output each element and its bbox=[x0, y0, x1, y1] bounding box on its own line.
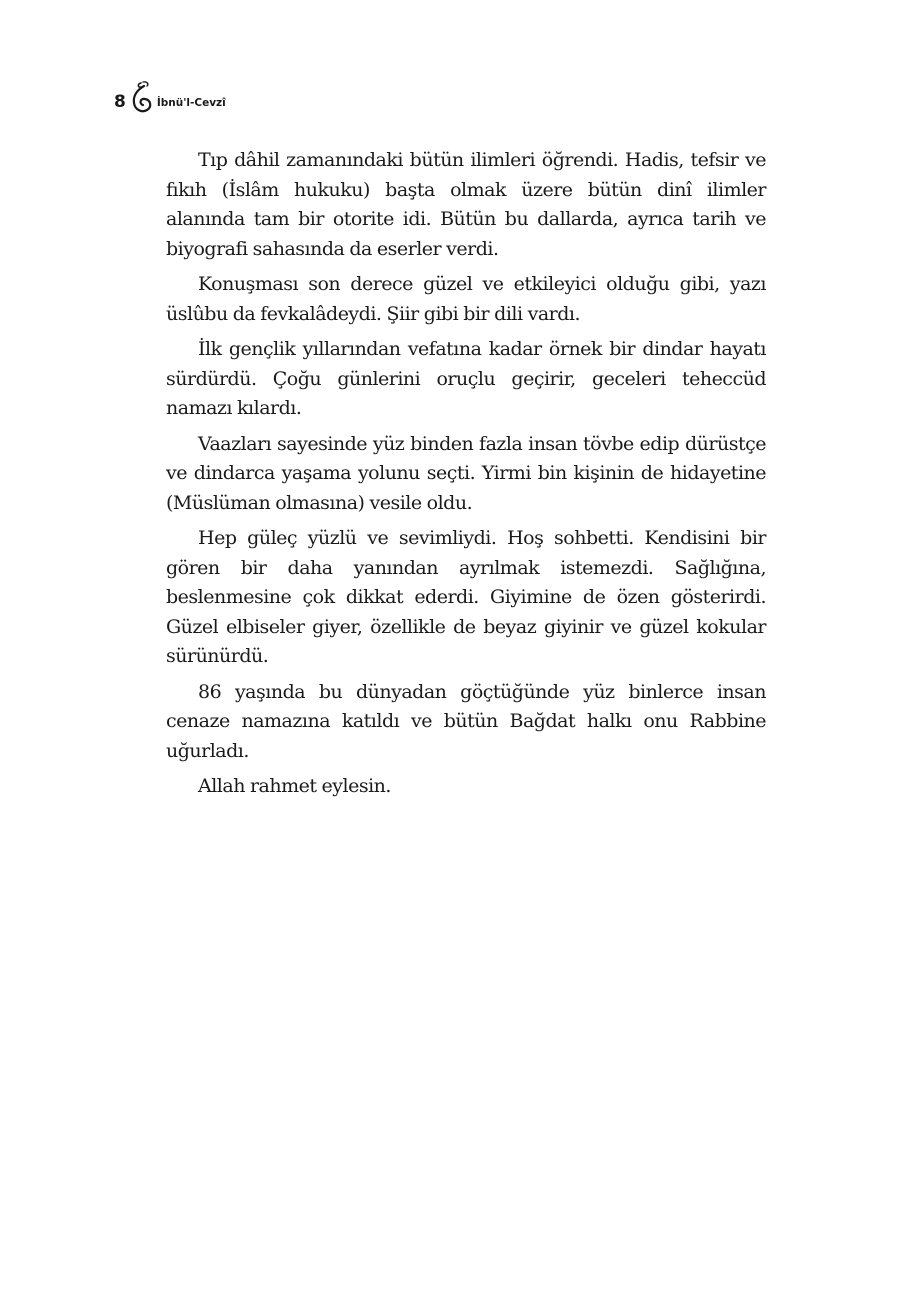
paragraph: Konuşması son derece güzel ve etkileyici olduğu gibi, yazı üslûbu da fevkalâdeydi. Şiir gibi bir dili vardı. bbox=[166, 273, 766, 325]
paragraph: İlk gençlik yıllarından vefatına kadar örnek bir dindar hayatı sürdürdü. Çoğu günlerini oruçlu geçirir, geceleri teheccüd namazı kılardı. bbox=[166, 338, 766, 419]
paragraph: Vaazları sayesinde yüz binden fazla insan tövbe edip dürüstçe ve dindarca yaşama yolunu seçti. Yirmi bin kişinin de hidayetine (Müslüman olmasına) vesile oldu. bbox=[166, 432, 766, 514]
paragraph: Tıp dâhil zamanındaki bütün ilimleri öğrendi. Hadis, tefsir ve fıkıh (İslâm hukuku) başta olmak üzere bütün dinî ilimler alanında tam bir otorite idi. Bütün bu dallarda, ayrıca tarih ve biyografi sahasında da eserler verdi. bbox=[166, 149, 766, 260]
page-number: 8 bbox=[114, 91, 126, 112]
body-text bbox=[166, 146, 766, 808]
floral-swirl-icon bbox=[129, 80, 155, 116]
paragraph: Hep güleç yüzlü ve sevimliydi. Hoş sohbetti. Kendisini bir gören bir daha yanından ayrılmak istemezdi. Sağlığına, beslenmesine çok dikkat ederdi. Giyimine de özen gösterirdi. Güzel elbiseler giyer, özellikle de beyaz giyinir ve güzel kokular sürünürdü. bbox=[166, 527, 766, 667]
paragraph: 86 yaşında bu dünyadan göçtüğünde yüz binlerce insan cenaze namazına katıldı ve bütün Bağdat halkı onu Rabbine uğurladı. bbox=[166, 680, 766, 762]
paragraph: Allah rahmet eylesin. bbox=[198, 775, 391, 797]
book-author: İbnü'l-Cevzî bbox=[156, 96, 226, 109]
running-head bbox=[114, 80, 226, 116]
